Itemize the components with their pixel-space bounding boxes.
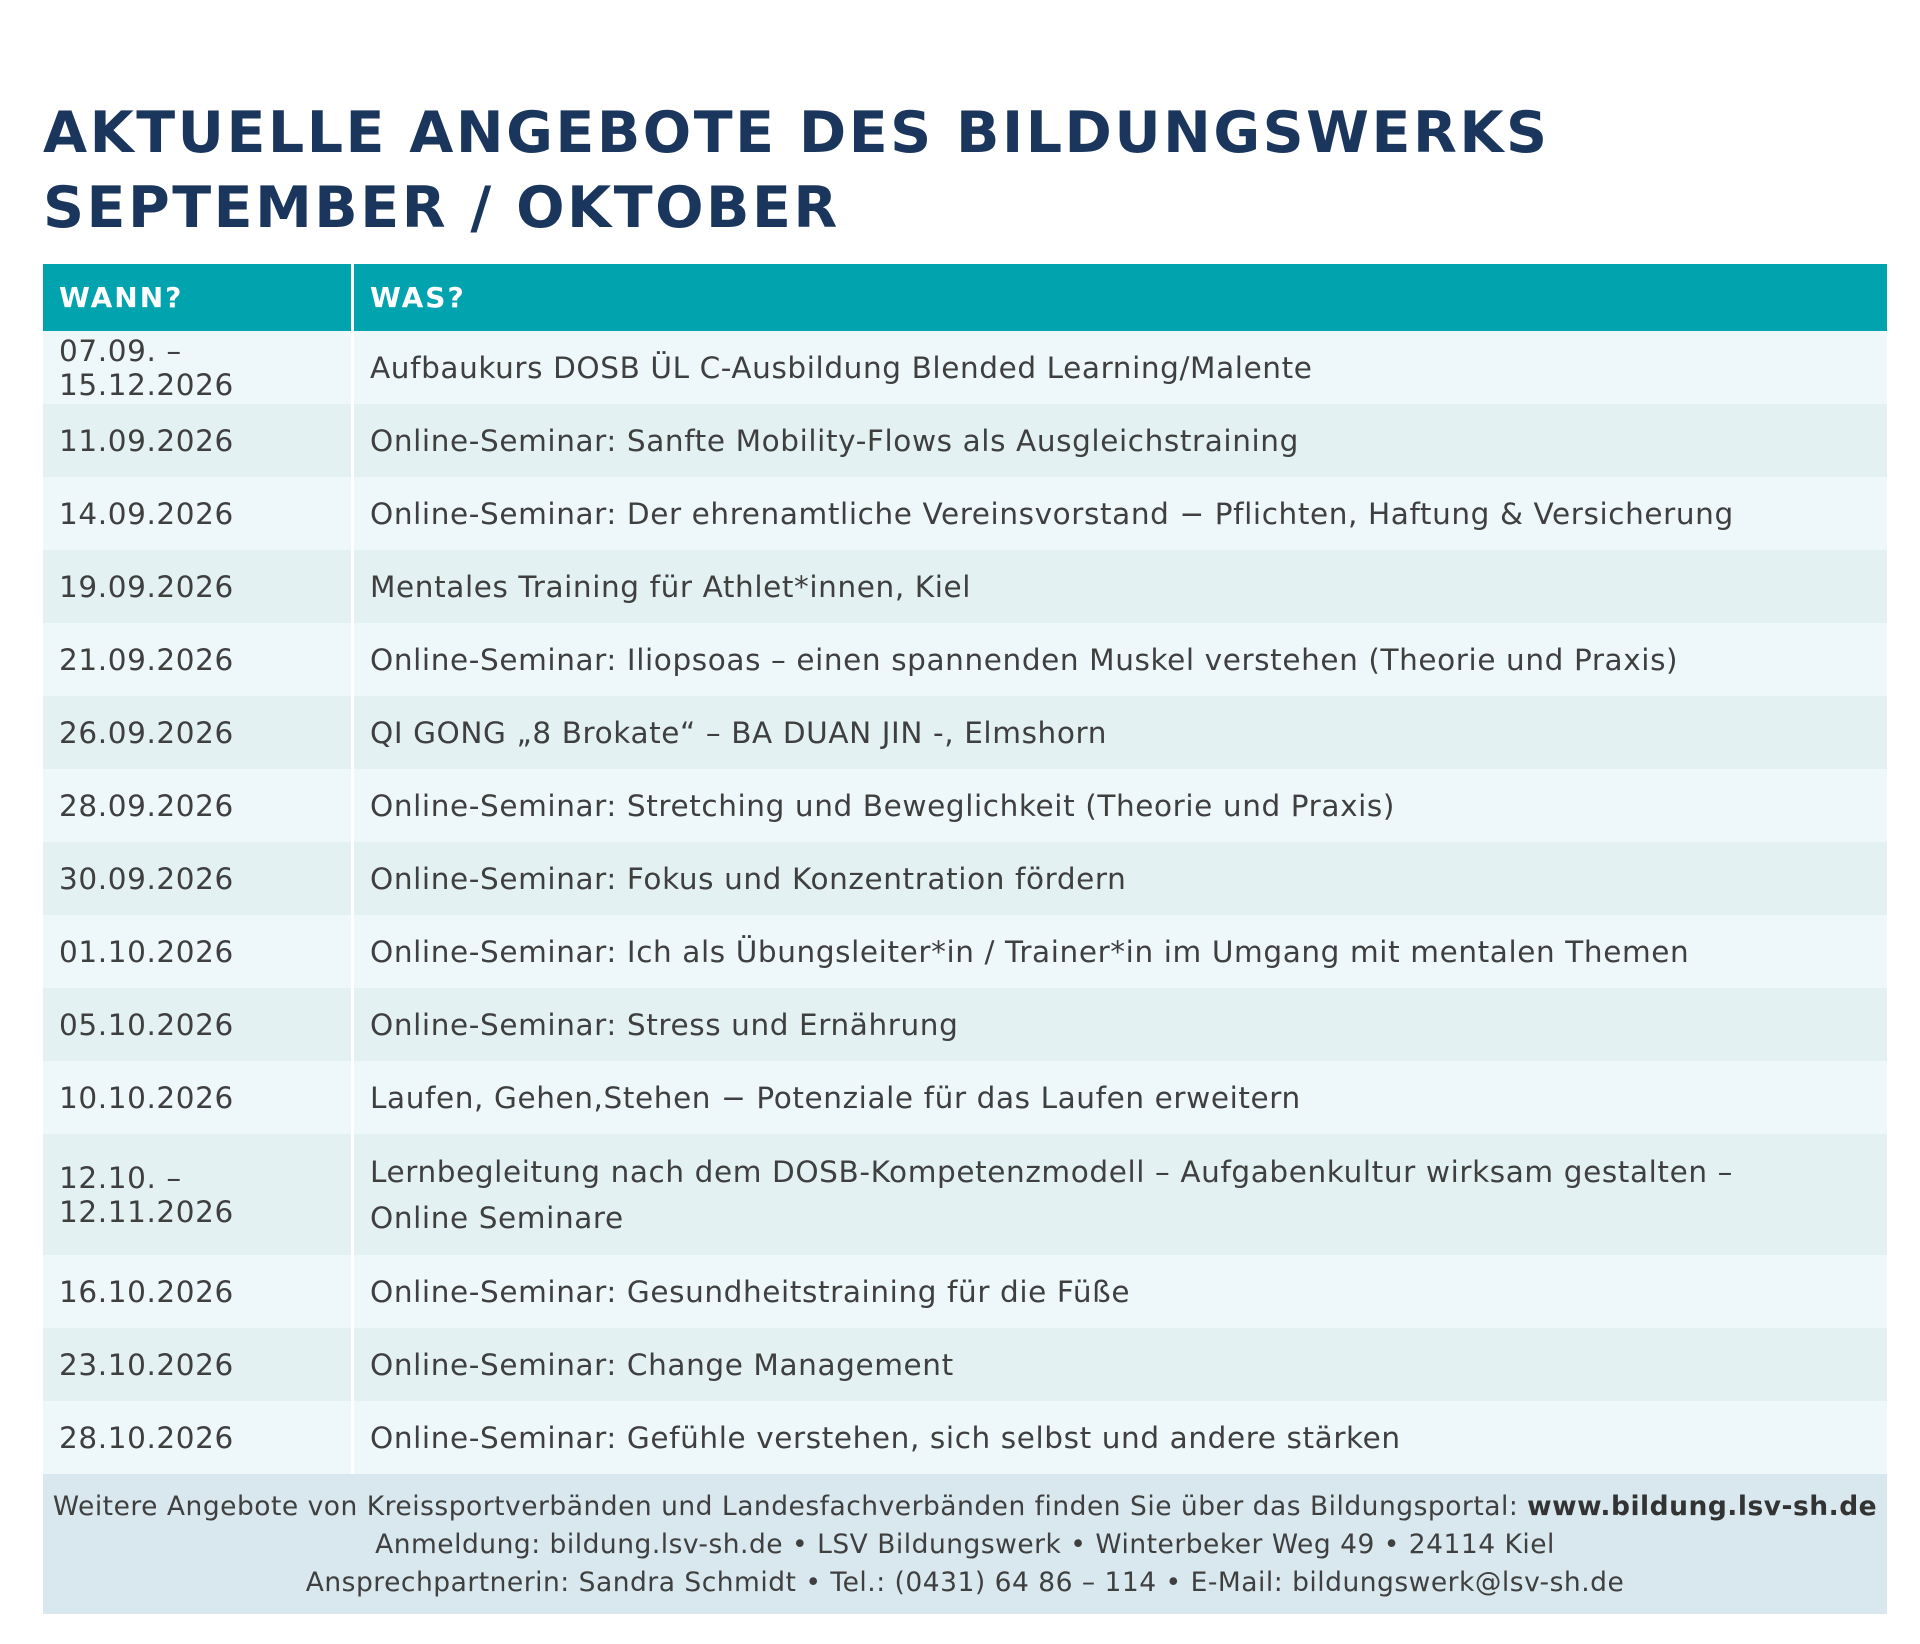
row-course: Online-Seminar: Gesundheitstraining für die Füße bbox=[354, 1255, 1887, 1328]
table-row bbox=[43, 696, 1887, 769]
row-course: Online-Seminar: Stretching und Beweglichkeit (Theorie und Praxis) bbox=[354, 769, 1887, 842]
table-row bbox=[43, 331, 1887, 404]
row-course: Online-Seminar: Change Management bbox=[354, 1328, 1887, 1401]
table-row bbox=[43, 1401, 1887, 1474]
document-page bbox=[43, 96, 1887, 1598]
row-course: Online-Seminar: Fokus und Konzentration fördern bbox=[354, 842, 1887, 915]
footer-line-2: Anmeldung: bildung.lsv-sh.de • LSV Bildungswerk • Winterbeker Weg 49 • 24114 Kiel bbox=[375, 1529, 1555, 1560]
table-row bbox=[43, 550, 1887, 623]
row-date: 28.10.2026 bbox=[43, 1401, 354, 1474]
row-course: Online-Seminar: Iliopsoas – einen spannenden Muskel verstehen (Theorie und Praxis) bbox=[354, 623, 1887, 696]
course-table bbox=[43, 264, 1887, 1614]
table-header-row bbox=[43, 264, 1887, 331]
footer-line-1 bbox=[43, 1488, 1887, 1526]
table-row bbox=[43, 1134, 1887, 1255]
row-date: 23.10.2026 bbox=[43, 1328, 354, 1401]
table-row bbox=[43, 842, 1887, 915]
row-date: 11.09.2026 bbox=[43, 404, 354, 477]
footer-portal-link[interactable]: www.bildung.lsv-sh.de bbox=[1527, 1491, 1878, 1522]
title-line-2: SEPTEMBER / OKTOBER bbox=[43, 175, 840, 241]
table-row bbox=[43, 988, 1887, 1061]
row-date: 26.09.2026 bbox=[43, 696, 354, 769]
row-date: 05.10.2026 bbox=[43, 988, 354, 1061]
row-course-line-2: Online Seminare bbox=[370, 1200, 624, 1235]
table-row bbox=[43, 1255, 1887, 1328]
row-date: 21.09.2026 bbox=[43, 623, 354, 696]
row-date: 16.10.2026 bbox=[43, 1255, 354, 1328]
row-date: 07.09. – 15.12.2026 bbox=[43, 331, 354, 404]
row-course: QI GONG „8 Brokate“ – BA DUAN JIN -, Elmshorn bbox=[354, 696, 1887, 769]
row-course: Laufen, Gehen,Stehen − Potenziale für das Laufen erweitern bbox=[354, 1061, 1887, 1134]
row-date: 19.09.2026 bbox=[43, 550, 354, 623]
row-course: Online-Seminar: Sanfte Mobility-Flows als Ausgleichstraining bbox=[354, 404, 1887, 477]
row-date: 30.09.2026 bbox=[43, 842, 354, 915]
row-course: Aufbaukurs DOSB ÜL C-Ausbildung Blended Learning/Malente bbox=[354, 331, 1887, 404]
row-course: Mentales Training für Athlet*innen, Kiel bbox=[354, 550, 1887, 623]
row-course: Online-Seminar: Der ehrenamtliche Vereinsvorstand − Pflichten, Haftung & Versicherung bbox=[354, 477, 1887, 550]
table-row bbox=[43, 1061, 1887, 1134]
table-row bbox=[43, 623, 1887, 696]
footer-info bbox=[43, 1474, 1887, 1614]
row-date: 01.10.2026 bbox=[43, 915, 354, 988]
footer-line-3: Ansprechpartnerin: Sandra Schmidt • Tel.: (0431) 64 86 – 114 • E-Mail: bildungswerk@lsv-sh.de bbox=[305, 1567, 1625, 1598]
page-title bbox=[43, 96, 1887, 246]
table-row bbox=[43, 769, 1887, 842]
row-date: 28.09.2026 bbox=[43, 769, 354, 842]
table-row bbox=[43, 404, 1887, 477]
row-course bbox=[354, 1134, 1887, 1255]
row-course-line-1: Lernbegleitung nach dem DOSB-Kompetenzmodell – Aufgabenkultur wirksam gestalten – bbox=[370, 1154, 1733, 1189]
header-what: WAS? bbox=[354, 264, 1887, 331]
row-date: 10.10.2026 bbox=[43, 1061, 354, 1134]
table-row bbox=[43, 1328, 1887, 1401]
footer-portal-text: Weitere Angebote von Kreissportverbänden und Landesfachverbänden finden Sie über das Bildungsportal: bbox=[52, 1491, 1528, 1522]
row-date: 14.09.2026 bbox=[43, 477, 354, 550]
row-course: Online-Seminar: Ich als Übungsleiter*in / Trainer*in im Umgang mit mentalen Themen bbox=[354, 915, 1887, 988]
table-row bbox=[43, 915, 1887, 988]
table-row bbox=[43, 477, 1887, 550]
header-when: WANN? bbox=[43, 264, 354, 331]
row-course: Online-Seminar: Gefühle verstehen, sich selbst und andere stärken bbox=[354, 1401, 1887, 1474]
row-date: 12.10. – 12.11.2026 bbox=[43, 1134, 354, 1255]
row-course: Online-Seminar: Stress und Ernährung bbox=[354, 988, 1887, 1061]
title-line-1: AKTUELLE ANGEBOTE DES BILDUNGSWERKS bbox=[43, 100, 1550, 166]
